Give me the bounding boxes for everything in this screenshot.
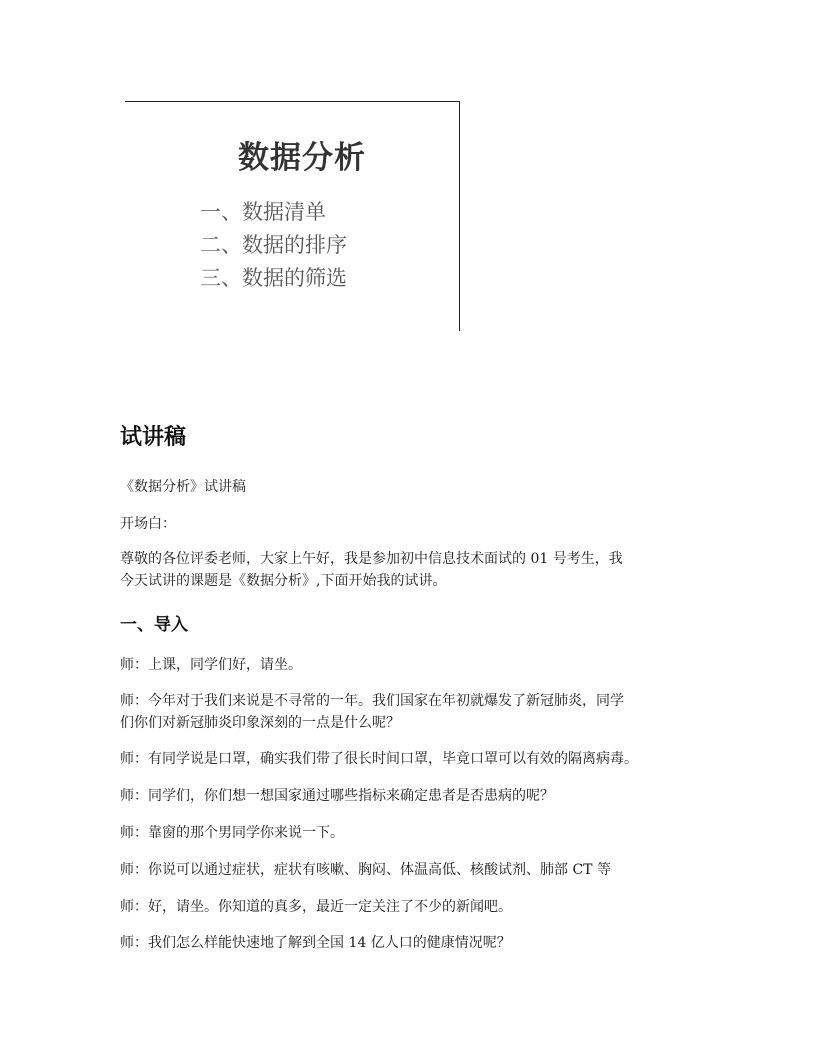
outline-item: 三、数据的筛选 — [200, 266, 347, 290]
document-subtitle: 《数据分析》试讲稿 — [120, 479, 246, 495]
paragraph: 师：好，请坐。你知道的真多，最近一定关注了不少的新闻吧。 — [120, 899, 512, 915]
intro-line-2: 今天试讲的课题是《数据分析》,下面开始我的试讲。 — [120, 573, 447, 589]
outline-item: 二、数据的排序 — [200, 233, 347, 257]
section-heading: 一、导入 — [120, 615, 188, 635]
document-heading: 试讲稿 — [120, 425, 187, 450]
opening-label: 开场白： — [120, 516, 176, 532]
outline-list — [200, 196, 347, 295]
paragraph: 师：靠窗的那个男同学你来说一下。 — [120, 825, 344, 841]
paragraph: 师：上课，同学们好，请坐。 — [120, 657, 302, 673]
paragraph: 师：有同学说是口罩，确实我们带了很长时间口罩，毕竟口罩可以有效的隔离病毒。 — [120, 751, 638, 767]
paragraph: 师：同学们，你们想一想国家通过哪些指标来确定患者是否患病的呢？ — [120, 788, 554, 804]
intro-line-1: 尊敬的各位评委老师，大家上午好，我是参加初中信息技术面试的 01 号考生，我 — [120, 551, 623, 567]
paragraph: 师：你说可以通过症状，症状有咳嗽、胸闷、体温高低、核酸试剂、肺部 CT 等 — [120, 862, 611, 878]
outline-item: 一、数据清单 — [200, 200, 326, 224]
paragraph: 师：我们怎么样能快速地了解到全国 14 亿人口的健康情况呢？ — [120, 935, 511, 951]
outline-title: 数据分析 — [238, 140, 366, 176]
paragraph: 们你们对新冠肺炎印象深刻的一点是什么呢？ — [120, 715, 400, 731]
paragraph: 师：今年对于我们来说是不寻常的一年。我们国家在年初就爆发了新冠肺炎，同学 — [120, 693, 624, 709]
